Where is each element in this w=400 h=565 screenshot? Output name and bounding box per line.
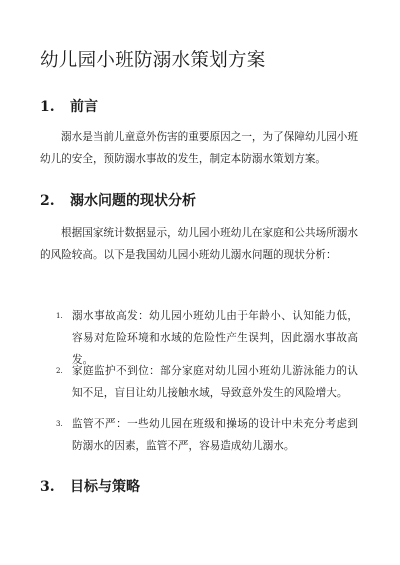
list-item-marker: 1.	[56, 312, 63, 320]
list-item-text: 监管不严：一些幼儿园在班级和操场的设计中未充分考虑到防溺水的因素，监管不严，容易造成幼儿溺水。	[72, 418, 358, 452]
section-number: 2.	[40, 193, 55, 209]
section-heading-goals	[40, 476, 140, 496]
list-item	[56, 360, 358, 404]
list-item-marker: 2.	[56, 367, 63, 375]
document-title: 幼儿园小班防溺水策划方案	[40, 50, 266, 71]
list-item	[56, 413, 358, 457]
section-number: 3.	[40, 479, 55, 495]
analysis-paragraph: 根据国家统计数据显示，幼儿园小班幼儿在家庭和公共场所溺水的风险较高。以下是我国幼儿园小班幼儿溺水问题的现状分析：	[40, 227, 358, 261]
section-heading-text: 前言	[70, 99, 98, 115]
list-item-text: 家庭监护不到位：部分家庭对幼儿园小班幼儿游泳能力的认知不足，盲目让幼儿接触水域，导致意外发生的风险增大。	[72, 365, 358, 399]
section-heading-analysis	[40, 190, 196, 210]
section-number: 1.	[40, 99, 55, 115]
list-item-marker: 3.	[56, 420, 63, 428]
section-heading-text: 目标与策略	[70, 479, 140, 495]
intro-paragraph: 溺水是当前儿童意外伤害的重要原因之一，为了保障幼儿园小班幼儿的安全，预防溺水事故的发生，制定本防溺水策划方案。	[40, 131, 358, 165]
list-item-text: 溺水事故高发：幼儿园小班幼儿由于年龄小、认知能力低，容易对危险环境和水域的危险性产生误判，因此溺水事故高发。	[72, 310, 358, 366]
section-heading-intro	[40, 96, 98, 116]
section-heading-text: 溺水问题的现状分析	[70, 193, 196, 209]
